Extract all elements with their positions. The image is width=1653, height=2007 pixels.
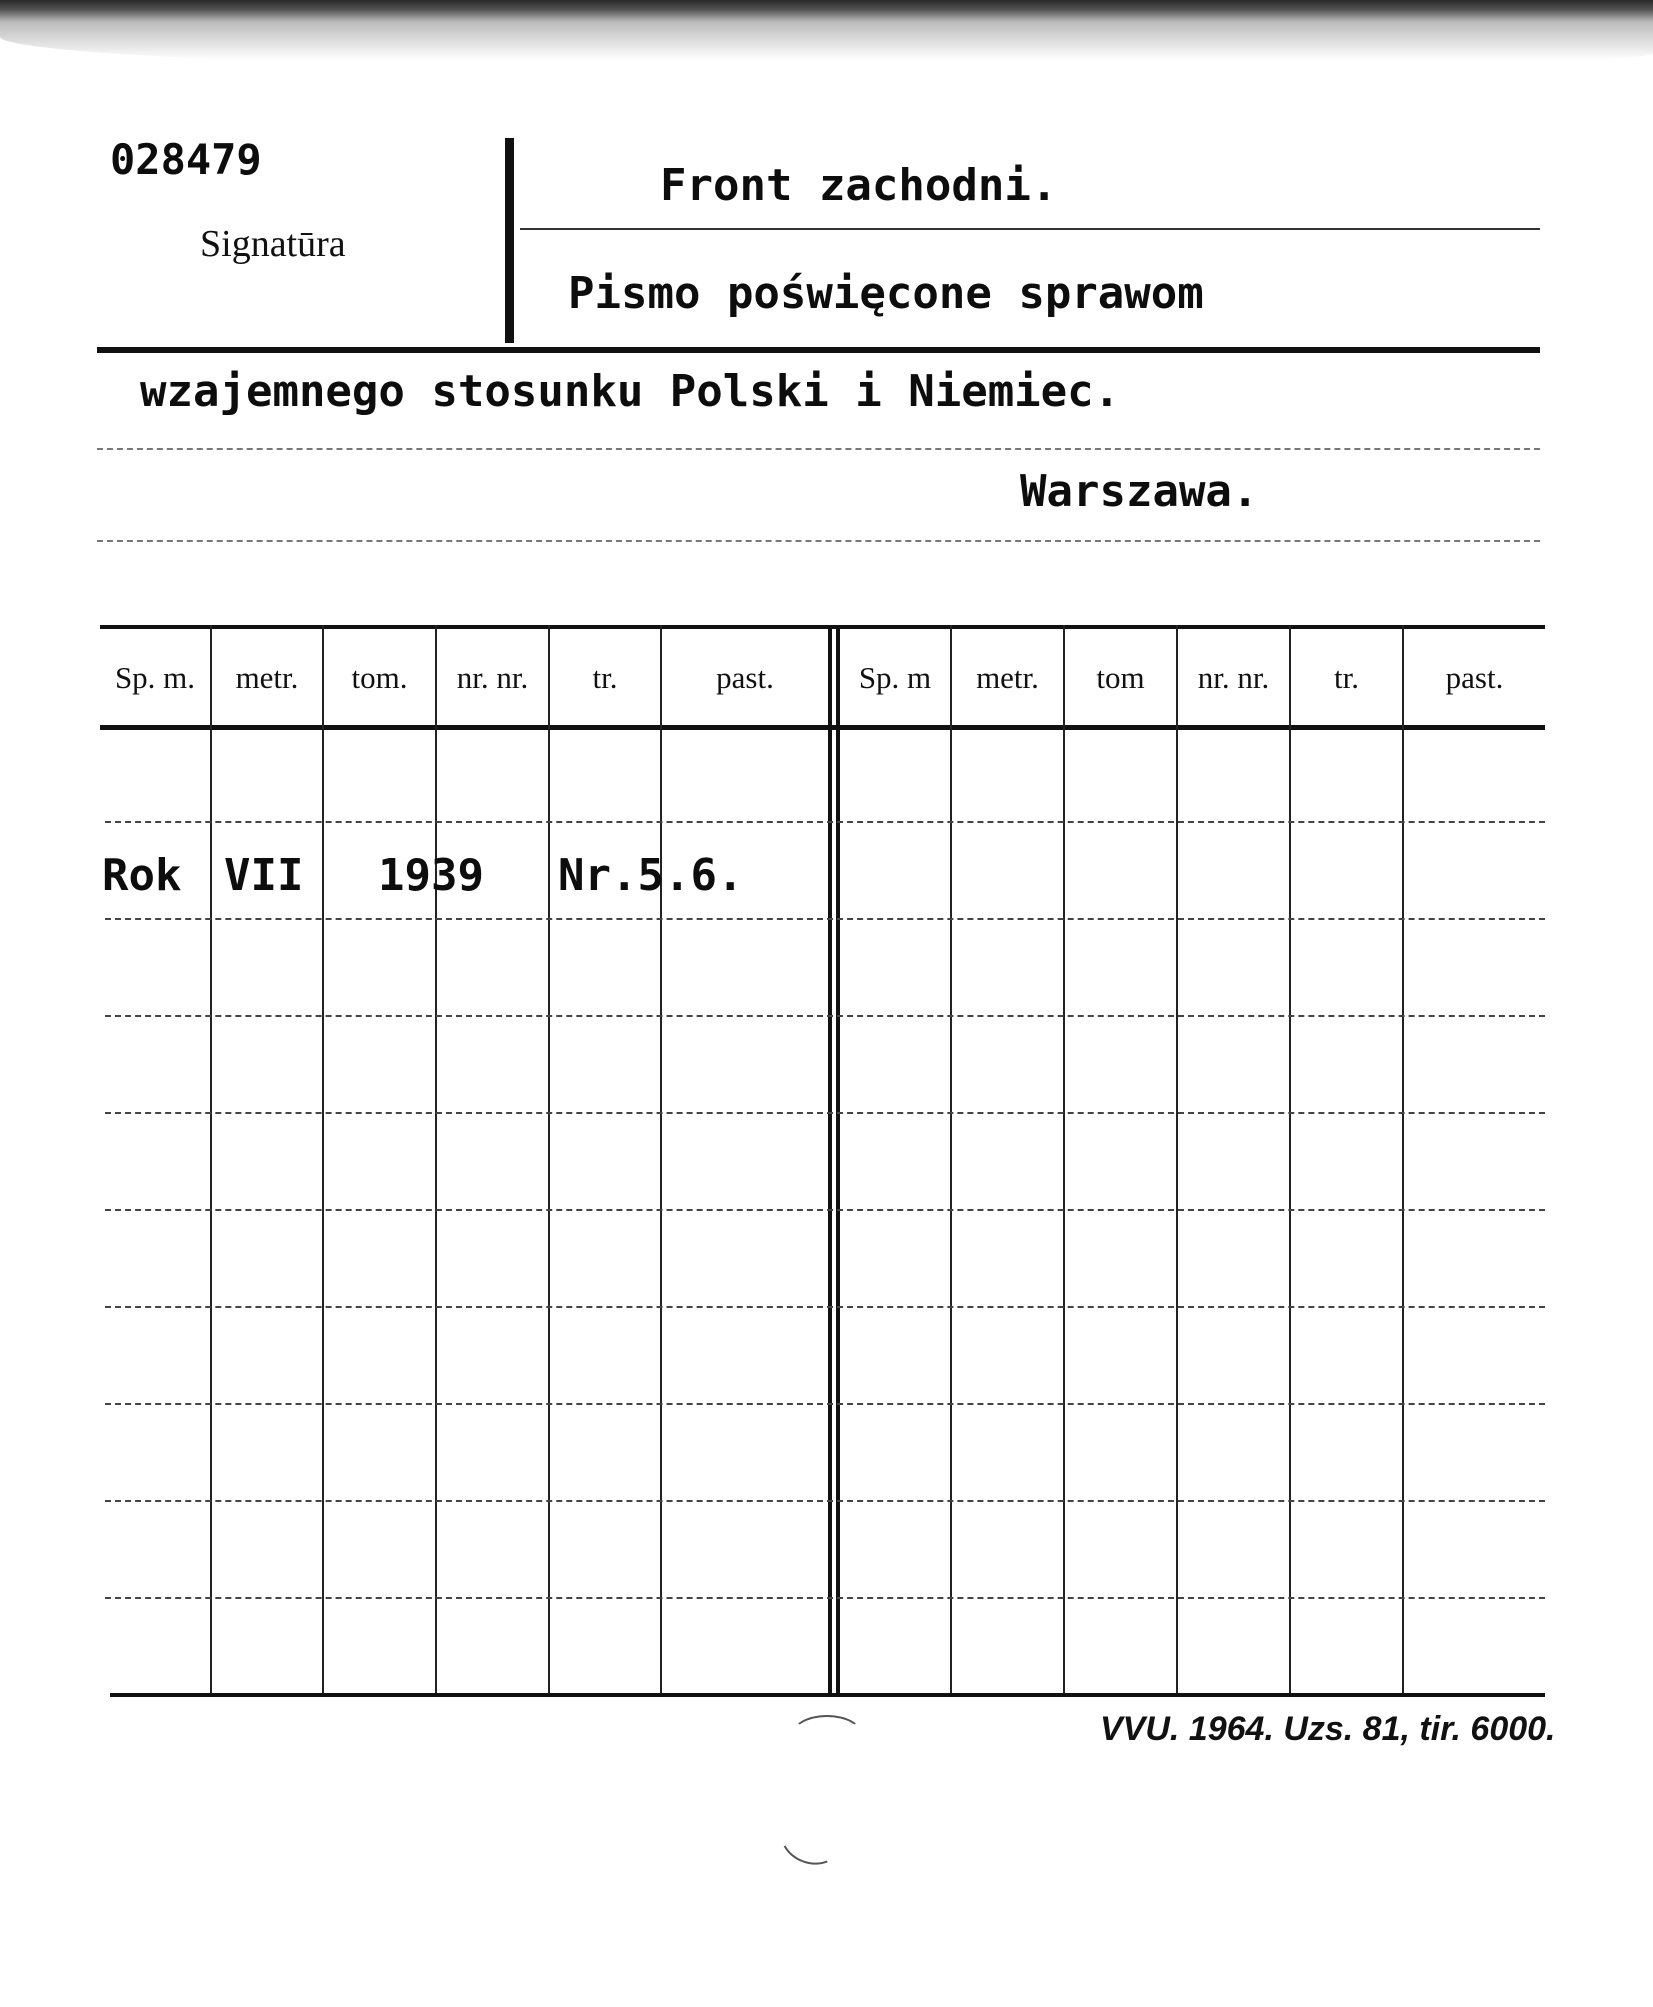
table-bottom-rule [110,1693,1545,1697]
rule-4 [97,540,1540,543]
title-line-3: wzajemnego stosunku Polski i Niemiec. [140,366,1121,417]
header-tr-right: tr. [1334,660,1359,695]
row-line [105,1306,1545,1309]
header-tom-right: tom [1096,660,1145,695]
header-past-right: past. [1445,660,1504,695]
header-sp-m-right: Sp. m [858,660,932,695]
column-line [1063,625,1065,1693]
row-line [105,1500,1545,1503]
column-line [322,625,324,1693]
header-divider [505,138,514,343]
header-sp-m: Sp. m. [114,660,196,695]
column-line [548,625,550,1693]
entry-year: 1939 [378,850,484,901]
entry-numbers: Nr.5.6. [558,850,744,901]
smudge-mark [790,1715,864,1759]
header-tom: tom. [351,660,408,695]
column-line [210,625,212,1693]
row-line [105,918,1545,921]
header-nr-nr-right: nr. nr. [1197,660,1270,695]
title-line-2: Pismo poświęcone sprawom [568,268,1204,319]
row-line [105,1209,1545,1212]
entry-rok: Rok [102,850,182,901]
column-double-line [828,625,840,1693]
column-line [950,625,952,1693]
column-line [1402,625,1404,1693]
signature-number: 028479 [110,135,262,184]
header-metr-right: metr. [976,660,1039,695]
column-line [1176,625,1178,1693]
column-line [660,625,662,1693]
row-line [105,1015,1545,1018]
rule-3 [97,448,1540,451]
header-metr: metr. [235,660,299,695]
row-line [105,821,1545,824]
title-line-1: Front zachodni. [660,160,1058,211]
header-tr: tr. [592,660,618,695]
table-top-rule [100,625,1545,629]
row-line [105,1597,1545,1600]
signature-label: Signatūra [200,223,346,265]
header-nr-nr: nr. nr. [456,660,529,695]
header-past: past. [716,660,774,695]
table-header-rule [100,725,1545,730]
catalog-table [100,625,1545,1695]
title-line-4: Warszawa. [1020,466,1259,517]
entry-volume: VII [224,850,304,901]
smudge-mark [773,1801,852,1874]
row-line [105,1403,1545,1406]
row-line [105,1112,1545,1115]
rule-1 [520,228,1540,230]
print-note: VVU. 1964. Uzs. 81, tir. 6000. [1100,1710,1556,1748]
column-line [435,625,437,1693]
column-line [1289,625,1291,1693]
rule-2 [97,347,1540,353]
scan-edge-shadow [0,0,1653,70]
